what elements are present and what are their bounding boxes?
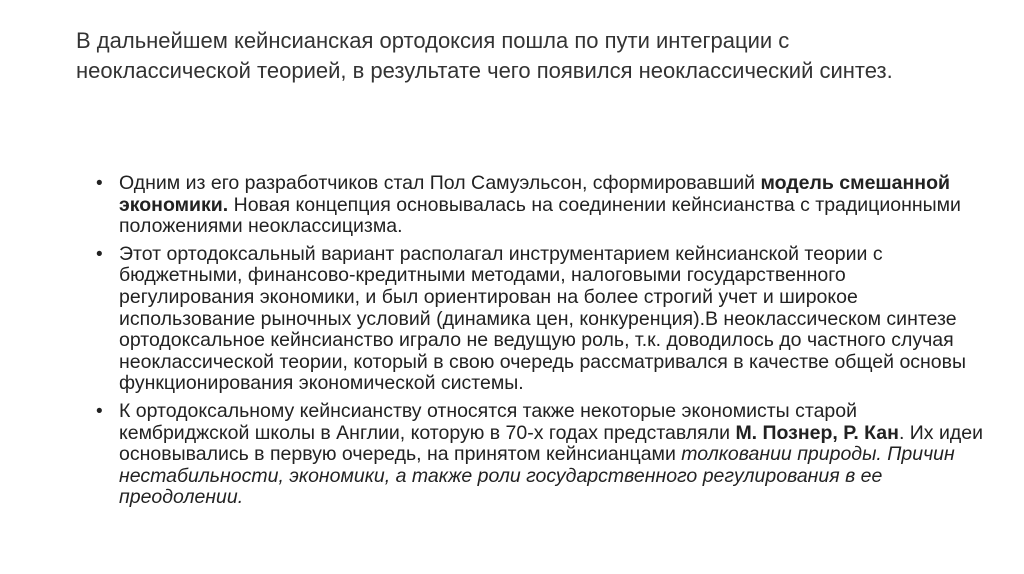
bullet-text-segment-italic: толковании природы. Причин нестабильности, экономики, а также роли государственного регулирования в ее преодолении. (119, 443, 955, 509)
bullet-item (96, 173, 986, 238)
slide-title: В дальнейшем кейнсианская ортодоксия пошла по пути интеграции с неоклассической теорией, в результате чего появился неоклассический синтез. (76, 28, 893, 83)
bullet-item (96, 401, 986, 509)
bullet-text-segment: Этот ортодоксальный вариант располагал инструментарием кейнсианской теории с бюджетными, финансово-кредитными методами, налоговыми государственного регулирования экономики, и был ориентирован на более строгий учет и широкое использование рыночных условий (динамика цен, конкуренция).В неоклассическом синтезе ортодоксальное кейнсианство играло не ведущую роль, т.к. доводилось до частного случая неоклассической теории, который в свою очередь рассматривался в качестве общей основы функционирования экономической системы. (119, 242, 967, 395)
bullet-text-segment-bold: модель смешанной экономики. (119, 172, 950, 216)
bullet-item (96, 244, 986, 395)
bullet-marker: • (96, 173, 103, 194)
bullet-marker: • (96, 243, 103, 265)
bullet-list (96, 173, 986, 515)
bullet-text-segment: Одним из его разработчиков стал Пол Самуэльсон, сформировавший (119, 172, 761, 194)
bullet-text-segment: Новая концепция основывалась на соединении кейнсианства с традиционными положениями неоклассицизма. (119, 193, 961, 238)
bullet-text-segment: К ортодоксальному кейнсианству относятся также некоторые экономисты старой кембриджской школы в Англии, которую в 70-х годах представляли (119, 399, 858, 444)
bullet-text-segment-bold: М. Познер, Р. Кан (735, 421, 899, 444)
bullet-marker: • (96, 400, 103, 422)
bullet-text-segment: . Их идеи основывались в первую очередь, на принятом кейнсианцами (119, 421, 983, 466)
